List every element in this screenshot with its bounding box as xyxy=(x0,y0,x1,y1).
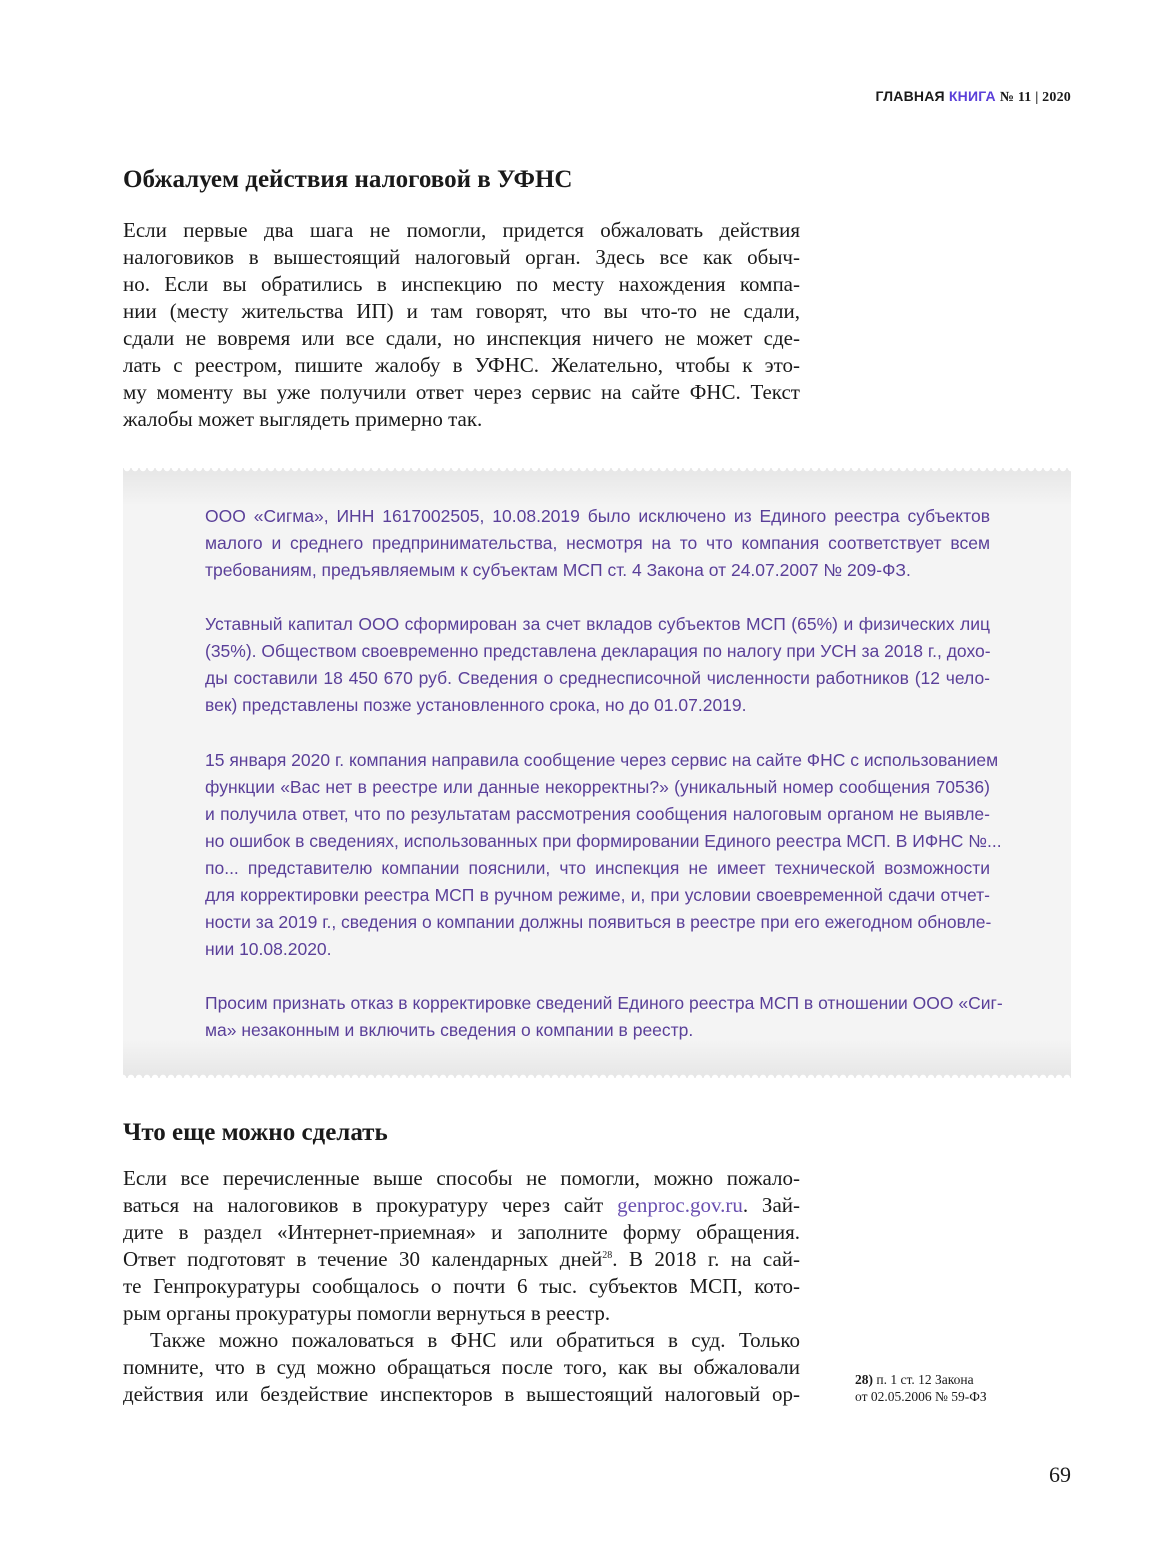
text-line: по... представителю компании пояснили, что инспекция не имеет технической возможности xyxy=(205,858,990,878)
text-line: Также можно пожаловаться в ФНС или обратиться в суд. Только xyxy=(150,1328,800,1352)
text-line: те Генпрокуратуры сообщалось о почти 6 тыс. субъектов МСП, кото- xyxy=(123,1274,800,1298)
text-line: малого и среднего предпринимательства, несмотря на то что компания соответствует всем xyxy=(205,533,990,553)
section-heading: Обжалуем действия налоговой в УФНС xyxy=(123,166,573,193)
section2-text xyxy=(123,1165,800,1408)
genproc-link[interactable]: genproc.gov.ru xyxy=(617,1193,743,1217)
sample-paragraph xyxy=(205,503,990,584)
magazine-name-accent: КНИГА xyxy=(948,88,996,104)
text-line: Если первые два шага не помогли, придется обжаловать действия xyxy=(123,218,800,242)
text-line: ма» незаконным и включить сведения о компании в реестр. xyxy=(205,1020,694,1040)
text-line: ООО «Сигма», ИНН 1617002505, 10.08.2019 было исключено из Единого реестра субъектов xyxy=(205,506,990,526)
text-line: нии 10.08.2020. xyxy=(205,939,332,959)
sample-paragraph xyxy=(205,747,1002,963)
text-line: действия или бездействие инспекторов в вышестоящий налоговый ор- xyxy=(123,1382,800,1406)
text-line xyxy=(123,1192,800,1219)
text-line: Уставный капитал ООО сформирован за счет вкладов субъектов МСП (65%) и физических лиц xyxy=(205,614,990,634)
footnote-text: от 02.05.2006 № 59-ФЗ xyxy=(855,1389,987,1404)
text-line: для корректировки реестра МСП в ручном режиме, и, при условии своевременной сдачи отчет- xyxy=(205,885,990,905)
text: Ответ подготовят в течение 30 календарных дней xyxy=(123,1247,603,1271)
scalloped-edge xyxy=(123,1072,1071,1078)
section-heading: Что еще можно сделать xyxy=(123,1119,388,1146)
footnote xyxy=(855,1371,987,1405)
text-line: и получила ответ, что по результатам рассмотрения сообщения налоговым органом не выявле- xyxy=(205,804,990,824)
text: . В 2018 г. на сай- xyxy=(612,1247,800,1271)
footnote-number: 28) xyxy=(855,1372,873,1387)
text-line: помните, что в суд можно обращаться после того, как вы обжаловали xyxy=(123,1355,800,1379)
text-line: Если все перечисленные выше способы не помогли, можно пожало- xyxy=(123,1166,800,1190)
text: . Зай- xyxy=(742,1193,800,1217)
magazine-name: ГЛАВНАЯ xyxy=(875,88,945,104)
issue-number: № 11 | 2020 xyxy=(999,90,1071,105)
text-line: ности за 2019 г., сведения о компании должны появиться в реестре при его ежегодном обновле- xyxy=(205,912,992,932)
text-line: рым органы прокуратуры помогли вернуться в реестр. xyxy=(123,1301,611,1325)
footnote-text: п. 1 ст. 12 Закона xyxy=(876,1372,974,1387)
text-line: (35%). Обществом своевременно представлена декларация по налогу при УСН за 2018 г., дохо- xyxy=(205,641,991,661)
sample-paragraph xyxy=(205,990,1003,1044)
section1-paragraph xyxy=(123,217,800,433)
complaint-sample-box xyxy=(123,468,1071,1078)
text-line: но ошибок в сведениях, использованных при формировании Единого реестра МСП. В ИФНС №... xyxy=(205,831,1002,851)
scalloped-edge xyxy=(123,468,1071,474)
text-line xyxy=(123,1246,800,1273)
text-line: лать с реестром, пишите жалобу в УФНС. Желательно, чтобы к это- xyxy=(123,353,800,377)
text-line: ды составили 18 450 670 руб. Сведения о среднесписочной численности работников (12 чело- xyxy=(205,668,990,688)
text-line: век) представлены позже установленного срока, но до 01.07.2019. xyxy=(205,695,747,715)
text-line: налоговиков в вышестоящий налоговый орган. Здесь все как обыч- xyxy=(123,245,800,269)
text-line: нии (месту жительства ИП) и там говорят, что вы что-то не сдали, xyxy=(123,299,800,323)
text-line: дите в раздел «Интернет-приемная» и заполните форму обращения. xyxy=(123,1220,800,1244)
footnote-ref: 28 xyxy=(602,1250,613,1261)
text-line: 15 января 2020 г. компания направила сообщение через сервис на сайте ФНС с использованием xyxy=(205,750,999,770)
running-header xyxy=(876,88,1072,106)
text-line: Просим признать отказ в корректировке сведений Единого реестра МСП в отношении ООО «Сиг- xyxy=(205,993,1003,1013)
text-line: но. Если вы обратились в инспекцию по месту нахождения компа- xyxy=(123,272,800,296)
text: ваться на налоговиков в прокуратуру через сайт xyxy=(123,1193,618,1217)
page-number: 69 xyxy=(1049,1462,1071,1487)
sample-paragraph xyxy=(205,611,990,719)
text-line: сдали не вовремя или все сдали, но инспекция ничего не может сде- xyxy=(123,326,800,350)
text-line: функции «Вас нет в реестре или данные некорректны?» (уникальный номер сообщения 70536) xyxy=(205,777,990,797)
text-line: му моменту вы уже получили ответ через сервис на сайте ФНС. Текст xyxy=(123,380,800,404)
text-line: жалобы может выглядеть примерно так. xyxy=(123,407,483,431)
text-line: требованиям, предъявляемым к субъектам МСП ст. 4 Закона от 24.07.2007 № 209-ФЗ. xyxy=(205,560,911,580)
